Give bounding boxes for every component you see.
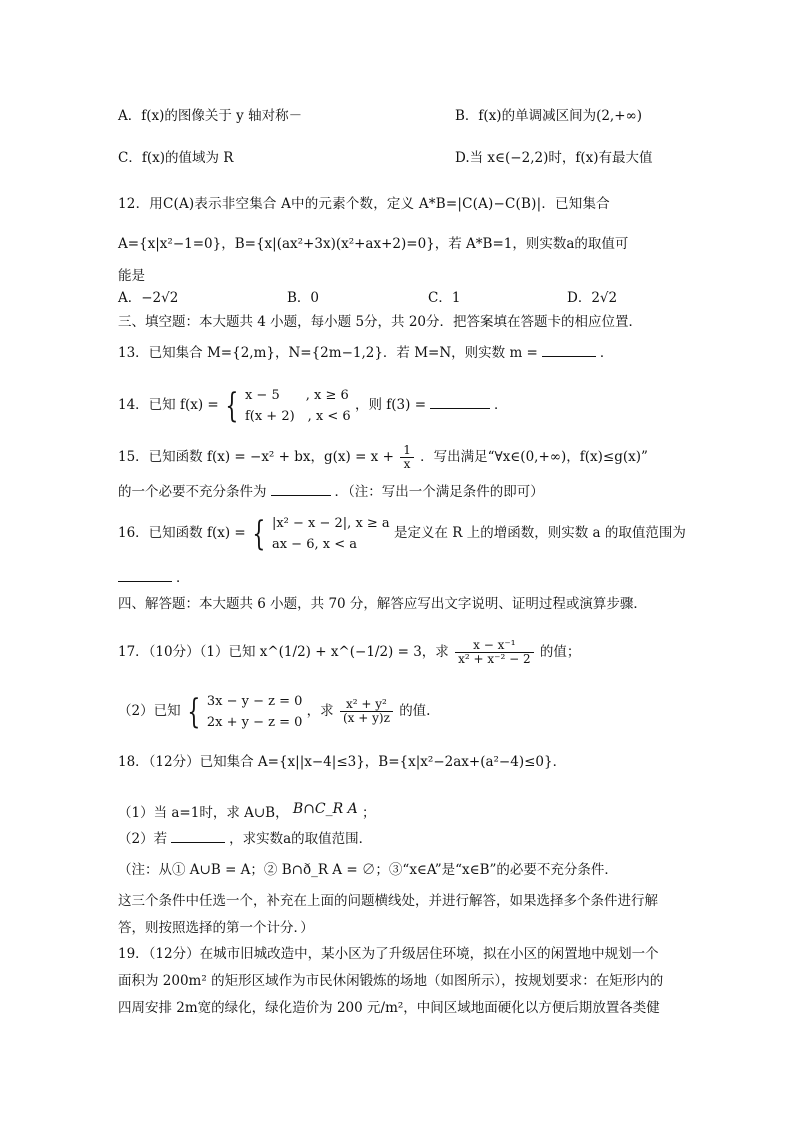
q14-case-2: f(x + 2) , x < 6 [244, 408, 351, 424]
q16-suffix: 是定义在 R 上的增函数，则实数 a 的取值范围为 [393, 525, 686, 541]
q12-option-d: D．2√2 [567, 290, 618, 306]
q18-note-1: （注：从① A∪B = A；② B∩ð_R A = ∅；③“x∈A”是“x∈B”的必要不充分条件． [118, 862, 618, 878]
q15-fraction [400, 444, 414, 471]
q14-brace: { [225, 385, 239, 426]
q12-line-3: 能是 [118, 268, 145, 284]
q14-end: ． [494, 397, 508, 413]
q18-note-2: 这三个条件中任选一个，补充在上面的问题横线处，并进行解答，如果选择多个条件进行解 [118, 893, 658, 909]
q17-part1-suffix: 的值； [539, 644, 581, 660]
q17-fraction-2 [340, 698, 393, 725]
q17-system [207, 691, 303, 733]
q16-cases [272, 513, 390, 555]
q18-note-3: 答，则按照选择的第一个计分．） [118, 920, 314, 936]
q17-frac2-den: (x + y)z [342, 711, 390, 725]
q16-brace: { [252, 513, 266, 554]
q15-line2-suffix: ．（注：写出一个满足条件的即可） [334, 484, 544, 500]
q14 [118, 380, 508, 430]
q19-line-3: 四周安排 2m宽的绿化，绿化造价为 200 元/m²，中间区域地面硬化以方便后期放置各类健 [118, 1000, 660, 1016]
q14-cases [245, 385, 351, 427]
q17-part-1 [118, 632, 580, 672]
q14-suffix: ，则 f(3) = [355, 397, 427, 413]
q15-line-2 [118, 482, 544, 502]
section-3-heading: 三、填空题：本大题共 4 小题，每小题 5分，共 20分．把答案填在答题卡的相应位置． [118, 314, 643, 330]
q15-answer-blank [271, 483, 331, 496]
q15-line2-prefix: 的一个必要不充分条件为 [118, 484, 267, 500]
q17-frac1-den: x² + x⁻² − 2 [458, 652, 531, 666]
q17-part2-suffix: 的值. [399, 703, 431, 719]
q16-case-1: |x² − x − 2|, x ≥ a [271, 515, 390, 531]
q18-line3-suffix: ，求实数a的取值范围． [229, 831, 373, 847]
q17-eq-1: 3x − y − z = 0 [206, 693, 303, 709]
q14-answer-blank [430, 396, 490, 409]
q12-option-a: A．−2√2 [118, 290, 179, 306]
q11-option-c: C．f(x)的值域为 R [118, 150, 234, 166]
q17-part1-prefix: 17．（10分）（1）已知 x^(1/2) + x^(−1/2) = 3，求 [118, 644, 449, 660]
q17-part2-prefix: （2）已知 [118, 703, 181, 719]
q17-eq-2: 2x + y − z = 0 [206, 714, 303, 730]
q13-answer-blank [542, 344, 596, 357]
q18-line-3 [118, 829, 372, 849]
q14-prefix: 14．已知 f(x) = [118, 397, 219, 413]
q15-prefix: 15．已知函数 f(x) = −x² + bx，g(x) = x + [118, 449, 394, 465]
q18-line2-expr: B∩C_R A [292, 801, 358, 817]
q14-case-1: x − 5 , x ≥ 6 [244, 387, 349, 403]
q12-line-2: A={x|x²−1=0}，B={x|(ax²+3x)(x²+ax+2)=0}，若 A*B=1，则实数a的取值可 [118, 236, 629, 252]
q17-frac1-num: x − x⁻¹ [455, 639, 534, 653]
q18-line2-prefix: （1）当 a=1时，求 A∪B， [118, 805, 289, 821]
q12-option-c: C．1 [428, 290, 461, 306]
q16-prefix: 16．已知函数 f(x) = [118, 525, 246, 541]
q17-frac2-num: x² + y² [340, 698, 393, 712]
q13 [118, 343, 613, 363]
q16-line-2 [118, 568, 190, 588]
q18-answer-blank [171, 830, 225, 843]
q16-end: ． [176, 570, 190, 586]
section-4-heading: 四、解答题：本大题共 6 小题，共 70 分，解答应写出文字说明、证明过程或演算步骤． [118, 596, 647, 612]
q18-line2-suffix: ； [362, 805, 376, 821]
q18-line-1: 18．（12分）已知集合 A={x||x−4|≤3}，B={x|x²−2ax+(a²−4)≤0}． [118, 754, 567, 770]
q17-brace: { [187, 691, 201, 732]
q11-option-d: D.当 x∈(−2,2)时，f(x)有最大值 [455, 150, 653, 166]
q13-end: ． [599, 345, 614, 361]
q16 [118, 508, 686, 558]
q17-fraction-1 [455, 639, 534, 666]
q15-suffix: ．写出满足“∀x∈(0,+∞)，f(x)≤g(x)” [420, 449, 648, 465]
q17-part-2 [118, 686, 430, 736]
q13-text: 13．已知集合 M={2,m}，N={2m−1,2}．若 M=N，则实数 m = [118, 345, 538, 361]
q17-part2-mid: ，求 [306, 703, 334, 719]
q15-frac-num: 1 [400, 444, 414, 458]
q15-frac-den: x [403, 457, 411, 471]
q19-line-1: 19．（12分）在城市旧城改造中，某小区为了升级居住环境，拟在小区的闲置地中规划一个 [118, 946, 659, 962]
q16-answer-blank [118, 569, 172, 582]
q12-option-b: B．0 [287, 290, 320, 306]
q16-case-2: ax − 6, x < a [271, 536, 357, 552]
q19-line-2: 面积为 200m² 的矩形区域作为市民休闲锻炼的场地（如图所示），按规划要求：在矩形内的 [118, 973, 664, 989]
q11-option-a: A．f(x)的图像关于 y 轴对称－ [118, 108, 303, 124]
q11-option-b: B．f(x)的单调减区间为(2,+∞) [455, 108, 643, 124]
q12-line-1: 12．用C(A)表示非空集合 A中的元素个数，定义 A*B=|C(A)−C(B)|．已知集合 [118, 196, 610, 212]
q15-line-1 [118, 442, 648, 472]
q18-line-2 [118, 794, 376, 828]
q18-line3-prefix: （2）若 [118, 831, 168, 847]
